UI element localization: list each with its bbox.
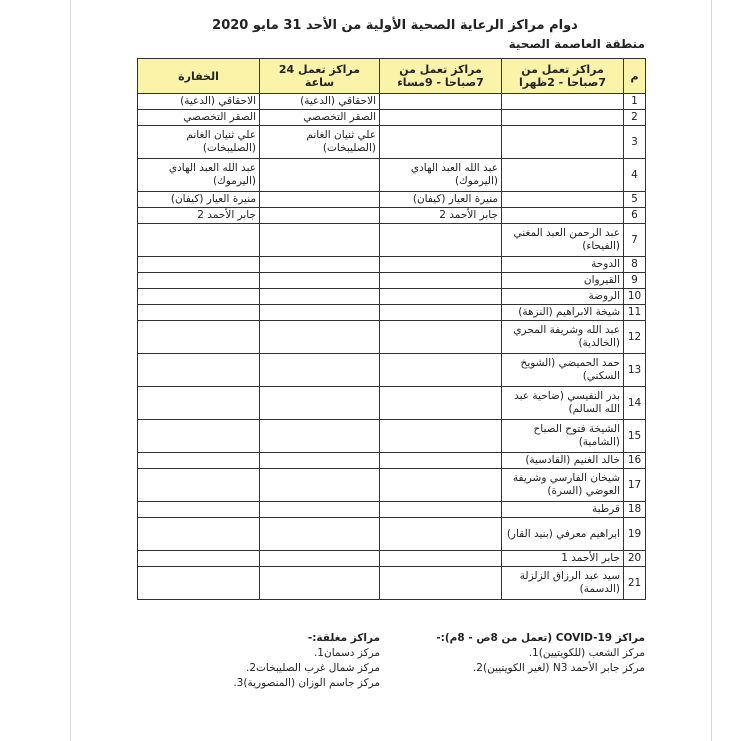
table-cell	[138, 321, 260, 354]
table-cell	[380, 502, 502, 518]
covid-heading: مراكز COVID-19 (تعمل من 8ص - 8م):-	[436, 632, 645, 644]
closed-heading: مراكز مغلقة:-	[307, 632, 380, 644]
list-item-text: مركز الشعب (للكويتيين)	[538, 647, 645, 659]
list-item-number: 2.	[245, 662, 256, 674]
table-cell: شيخان الفارسي وشريفة العوضي (السرة)	[502, 469, 624, 502]
table-cell: القيروان	[502, 273, 624, 289]
table-cell: منيرة العيار (كيفان)	[138, 192, 260, 208]
table-cell	[260, 289, 380, 305]
table-cell	[138, 518, 260, 551]
row-number: 5	[624, 192, 646, 208]
table-row	[138, 159, 646, 192]
table-cell	[380, 469, 502, 502]
table-cell	[260, 387, 380, 420]
list-item-number: 3.	[233, 677, 244, 689]
row-number: 18	[624, 502, 646, 518]
table-row	[138, 208, 646, 224]
table-cell: عبد الله وشريفة المحري (الخالدية)	[502, 321, 624, 354]
column-header-evening: مراكز تعمل من 7صباحا - 9مساء	[380, 59, 502, 94]
table-cell: الاحقاقي (الدعية)	[260, 94, 380, 110]
closed-centers-section	[195, 632, 380, 689]
row-number: 19	[624, 518, 646, 551]
table-cell: جابر الأحمد 2	[138, 208, 260, 224]
table-cell: الصقر التخصصي	[138, 110, 260, 126]
row-number: 20	[624, 551, 646, 567]
table-cell	[380, 567, 502, 600]
row-number: 1	[624, 94, 646, 110]
table-cell	[138, 354, 260, 387]
table-cell	[138, 257, 260, 273]
table-cell	[380, 321, 502, 354]
table-cell: الدوحة	[502, 257, 624, 273]
table-cell	[138, 567, 260, 600]
row-number: 6	[624, 208, 646, 224]
column-header-24h: مراكز تعمل 24 ساعة	[260, 59, 380, 94]
list-item-number: 1.	[528, 647, 539, 659]
table-cell: الروضة	[502, 289, 624, 305]
list-item-number: 2.	[472, 662, 483, 674]
list-item-text: مركز جابر الأحمد N3 (لغير الكويتيين)	[482, 662, 645, 674]
table-cell	[260, 354, 380, 387]
table-cell	[138, 289, 260, 305]
table-cell	[260, 305, 380, 321]
table-cell	[260, 551, 380, 567]
list-item	[195, 662, 380, 674]
list-item-text: مركز جاسم الوزان (المنصورية)	[243, 677, 380, 689]
table-cell	[380, 518, 502, 551]
table-cell: حمد الحميضي (الشويخ السكني)	[502, 354, 624, 387]
table-cell	[380, 453, 502, 469]
row-number: 10	[624, 289, 646, 305]
table-row	[138, 192, 646, 208]
row-number: 7	[624, 224, 646, 257]
row-number: 21	[624, 567, 646, 600]
page-title: دوام مراكز الرعاية الصحية الأولية من الأحد 31 مايو 2020	[212, 18, 578, 33]
table-cell: الشيخة فتوح الصباح (الشامية)	[502, 420, 624, 453]
table-row	[138, 420, 646, 453]
table-cell	[380, 94, 502, 110]
list-item-text: مركز دسمان	[323, 647, 380, 659]
table-cell	[138, 273, 260, 289]
list-item	[195, 647, 380, 659]
row-number: 15	[624, 420, 646, 453]
table-cell: قرطبة	[502, 502, 624, 518]
table-cell	[380, 551, 502, 567]
table-cell	[260, 518, 380, 551]
table-cell: منيرة العيار (كيفان)	[380, 192, 502, 208]
table-row	[138, 224, 646, 257]
row-number: 9	[624, 273, 646, 289]
table-cell	[260, 321, 380, 354]
table-row	[138, 257, 646, 273]
row-number: 12	[624, 321, 646, 354]
table-cell	[138, 305, 260, 321]
table-cell	[380, 110, 502, 126]
column-header-morning: مراكز تعمل من 7صباحا - 2ظهرا	[502, 59, 624, 94]
row-number: 14	[624, 387, 646, 420]
table-cell: عبد الله العبد الهادي (اليرموك)	[138, 159, 260, 192]
table-cell	[380, 257, 502, 273]
table-cell	[380, 305, 502, 321]
list-item	[430, 662, 645, 674]
table-row	[138, 567, 646, 600]
row-number: 3	[624, 126, 646, 159]
row-number: 16	[624, 453, 646, 469]
table-cell	[138, 502, 260, 518]
table-cell	[260, 224, 380, 257]
row-number: 17	[624, 469, 646, 502]
table-cell: جابر الأحمد 1	[502, 551, 624, 567]
table-row	[138, 305, 646, 321]
table-row	[138, 469, 646, 502]
table-cell	[380, 126, 502, 159]
list-item	[195, 677, 380, 689]
table-cell: شيخة الابراهيم (النزهة)	[502, 305, 624, 321]
table-cell	[260, 502, 380, 518]
table-cell	[502, 110, 624, 126]
table-header-row	[138, 59, 646, 94]
table-row	[138, 387, 646, 420]
list-item	[430, 647, 645, 659]
table-cell	[380, 224, 502, 257]
table-cell	[502, 208, 624, 224]
table-cell: الاحقاقي (الدعية)	[138, 94, 260, 110]
table-cell	[260, 273, 380, 289]
table-row	[138, 354, 646, 387]
table-cell	[138, 224, 260, 257]
table-cell	[260, 469, 380, 502]
row-number: 13	[624, 354, 646, 387]
table-cell	[502, 159, 624, 192]
row-number: 2	[624, 110, 646, 126]
table-cell	[260, 420, 380, 453]
table-cell	[138, 453, 260, 469]
table-row	[138, 94, 646, 110]
schedule-table	[137, 58, 646, 600]
row-number: 4	[624, 159, 646, 192]
table-cell	[138, 551, 260, 567]
table-cell: الصقر التخصصي	[260, 110, 380, 126]
table-cell	[260, 159, 380, 192]
table-cell: علي ثنيان الغانم (الصليبخات)	[138, 126, 260, 159]
table-cell	[380, 273, 502, 289]
table-cell	[380, 387, 502, 420]
table-row	[138, 110, 646, 126]
table-row	[138, 502, 646, 518]
column-header-duty: الخفارة	[138, 59, 260, 94]
table-cell	[138, 420, 260, 453]
table-cell	[260, 208, 380, 224]
column-header-number: م	[624, 59, 646, 94]
row-number: 8	[624, 257, 646, 273]
table-cell	[380, 354, 502, 387]
table-cell	[502, 192, 624, 208]
table-cell	[502, 94, 624, 110]
table-row	[138, 126, 646, 159]
table-cell	[260, 192, 380, 208]
table-cell	[502, 126, 624, 159]
table-cell: علي ثنيان الغانم (الصليبخات)	[260, 126, 380, 159]
table-row	[138, 321, 646, 354]
table-cell	[260, 257, 380, 273]
table-row	[138, 289, 646, 305]
table-cell: عبد الله العبد الهادي (اليرموك)	[380, 159, 502, 192]
table-cell: جابر الأحمد 2	[380, 208, 502, 224]
table-cell	[138, 469, 260, 502]
table-cell: خالد الغنيم (القادسية)	[502, 453, 624, 469]
table-row	[138, 551, 646, 567]
page-subtitle: منطقة العاصمة الصحية	[508, 37, 645, 51]
table-cell	[260, 567, 380, 600]
table-cell	[260, 453, 380, 469]
table-row	[138, 273, 646, 289]
list-item-number: 1.	[313, 647, 324, 659]
table-row	[138, 518, 646, 551]
table-cell: سيد عبد الرزاق الزلزلة (الدسمة)	[502, 567, 624, 600]
table-cell	[380, 289, 502, 305]
table-cell: عبد الرحمن العبد المغني (الفيحاء)	[502, 224, 624, 257]
covid-centers-section	[430, 632, 645, 674]
table-cell	[138, 387, 260, 420]
table-row	[138, 453, 646, 469]
list-item-text: مركز شمال غرب الصليبخات	[256, 662, 380, 674]
table-cell	[380, 420, 502, 453]
row-number: 11	[624, 305, 646, 321]
table-cell: ابراهيم معرفي (بنيد القار)	[502, 518, 624, 551]
table-cell: بدر النفيسي (ضاحية عبد الله السالم)	[502, 387, 624, 420]
